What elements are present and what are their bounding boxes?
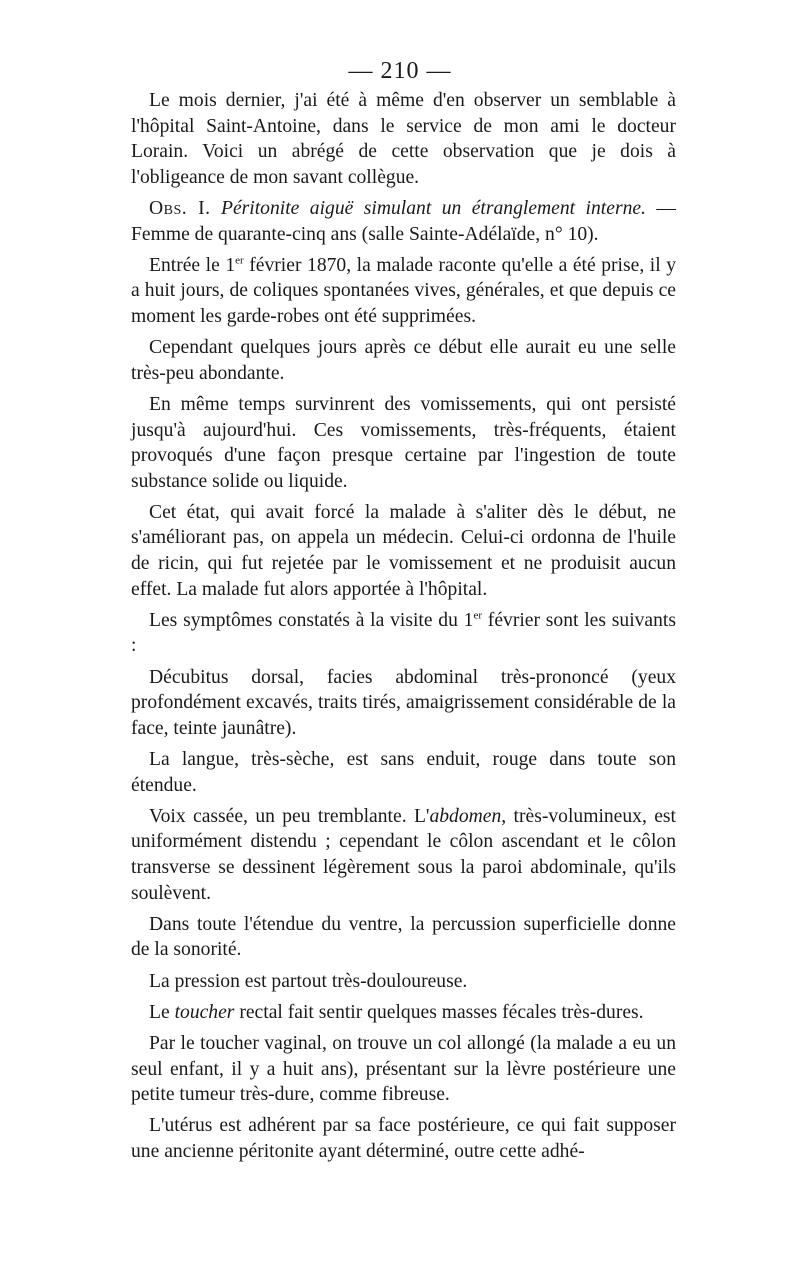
paragraph-intro: Le mois dernier, j'ai été à même d'en observer un semblable à l'hôpital Saint-Antoine, dans le service de mon ami le docteur Lorain. Voici un abrégé de cette observation que je dois à l'obligeance de mon savant collègue. (131, 90, 676, 188)
admission-text-b: février 1870, la malade raconte qu'elle a été prise, il y a huit jours, de coliques spontanées vives, générales, et que depuis ce moment les garde-robes ont été supprimées. (131, 254, 676, 327)
observation-title: Péritonite aiguë simulant un étranglement interne. (221, 197, 646, 219)
toucher-text-b: rectal fait sentir quelques masses fécales très-dures. (234, 1001, 644, 1023)
body-text (131, 88, 676, 1170)
abdomen-italic: abdomen (429, 805, 502, 827)
page-number: — 210 — (348, 58, 452, 84)
paragraph-admission (131, 253, 676, 330)
paragraph-toucher-rectal (131, 1000, 676, 1026)
admission-text-a: Entrée le 1 (149, 254, 236, 276)
paragraph-symptomes (131, 608, 676, 659)
observation-patient: — Femme de quarante-cinq ans (salle Sainte-Adélaïde, n° 10). (131, 197, 677, 245)
voix-text-b: , très-volumineux, est uniformément distendu ; cependant le côlon ascendant et le côlon transverse se dessinent légèrement sous la paroi abdominale, qu'ils soulèvent. (131, 805, 676, 904)
paragraph-uterus: L'utérus est adhérent par sa face postérieure, ce qui fait supposer une ancienne péritonite ayant déterminé, outre cette adhé- (131, 1115, 676, 1162)
symptomes-text-b: février sont les suivants : (131, 609, 676, 657)
ordinal-superscript: er (473, 609, 483, 622)
paragraph-selle: Cependant quelques jours après ce début elle aurait eu une selle très-peu abondante. (131, 337, 676, 384)
paragraph-percussion: Dans toute l'étendue du ventre, la percussion superficielle donne de la sonorité. (131, 913, 676, 961)
observation-label: Obs. I. (149, 197, 211, 219)
paragraph-vomissements: En même temps survinrent des vomissements, qui ont persisté jusqu'à aujourd'hui. Ces vomissements, très-fréquents, étaient provoqués d'une façon presque certaine par l'ingestion de toute substance solide ou liquide. (131, 393, 676, 492)
paragraph-langue: La langue, très-sèche, est sans enduit, rouge dans toute son étendue. (131, 749, 676, 796)
paragraph-voix (131, 804, 676, 906)
paragraph-etat: Cet état, qui avait forcé la malade à s'aliter dès le début, ne s'améliorant pas, on appela un médecin. Celui-ci ordonna de l'huile de ricin, qui fut rejetée par le vomissement et ne produisit aucun effet. La malade fut alors apportée à l'hôpital. (131, 501, 676, 600)
paragraph-decubitus: Décubitus dorsal, facies abdominal très-prononcé (yeux profondément excavés, traits tirés, amaigrissement considérable de la face, teinte jaunâtre). (131, 666, 676, 739)
ordinal-superscript: er (235, 254, 244, 267)
toucher-italic: toucher (174, 1001, 235, 1023)
symptomes-text-a: Les symptômes constatés à la visite du 1 (149, 609, 474, 631)
paragraph-observation-heading (131, 196, 676, 247)
paragraph-toucher-vaginal: Par le toucher vaginal, on trouve un col allongé (la malade a eu un seul enfant, il y a huit ans), présentant sur la lèvre postérieure une petite tumeur très-dure, comme fibreuse. (131, 1032, 676, 1106)
paragraph-pression: La pression est partout très-douloureuse. (149, 970, 468, 992)
voix-text-a: Voix cassée, un peu tremblante. L' (149, 805, 430, 827)
toucher-text-a: Le (149, 1001, 175, 1023)
